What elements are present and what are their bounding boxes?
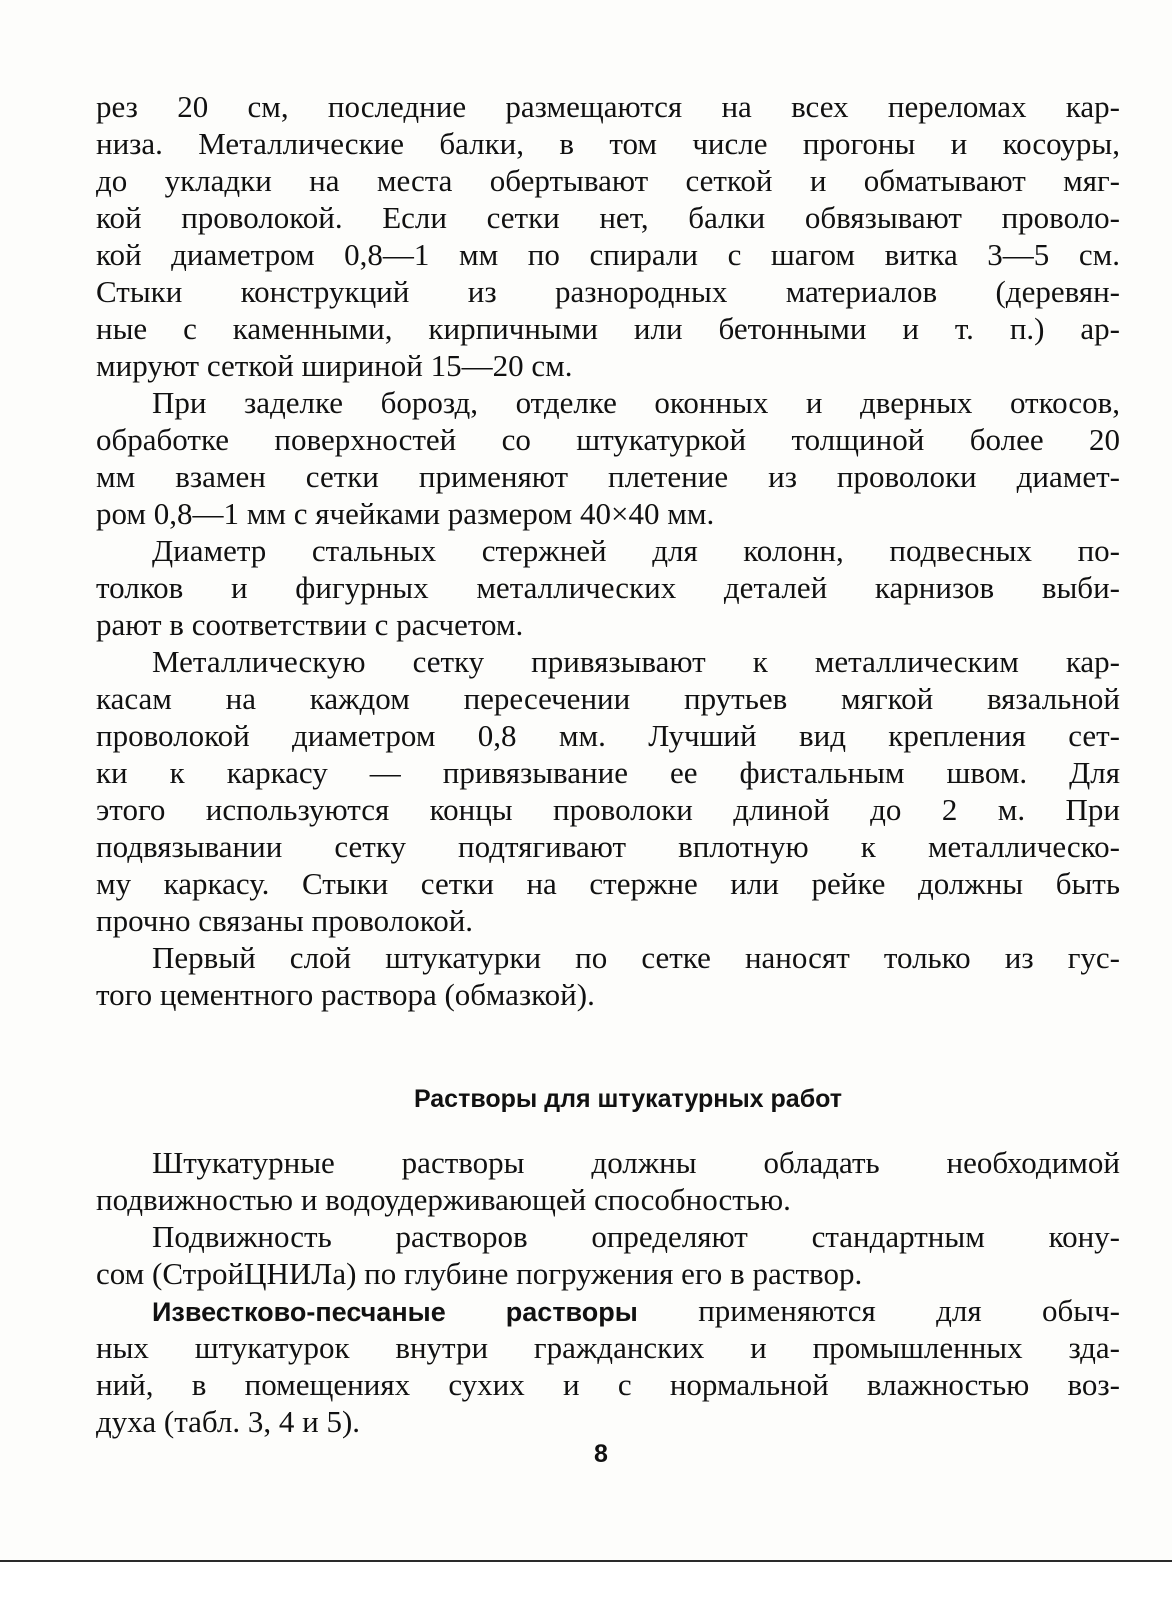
text-line: рают в соответствии с расчетом. [96,607,524,642]
paragraph-1 [96,88,1120,384]
text-line: Первый слой штукатурки по сетке наносят только из гус- [152,940,1120,975]
section-heading: Растворы для штукатурных работ [413,1085,843,1113]
text-line: Диаметр стальных стержней для колонн, подвесных по- [152,533,1120,568]
text-line: до укладки на места обертывают сеткой и обматывают мяг- [96,163,1120,198]
body-text [96,88,1120,1440]
paragraph-6 [96,1144,1120,1218]
text-line: ных штукатурок внутри гражданских и промышленных зда- [96,1330,1120,1365]
scan-border [0,1560,1172,1602]
paragraph-7 [96,1218,1120,1292]
bold-term: Известково-песчаные растворы [152,1297,638,1327]
text-line: этого используются концы проволоки длиной до 2 м. При [96,792,1120,827]
text-line: ний, в помещениях сухих и с нормальной влажностью воз- [96,1367,1120,1402]
text-line: проволокой диаметром 0,8 мм. Лучший вид крепления сет- [96,718,1120,753]
paragraph-4 [96,643,1120,939]
text-line: мируют сеткой шириной 15—20 см. [96,348,573,383]
text-line: Подвижность растворов определяют стандартным кону- [152,1219,1120,1254]
text-line: ром 0,8—1 мм с ячейками размером 40×40 мм. [96,496,715,531]
text-line: рез 20 см, последние размещаются на всех переломах кар- [96,89,1120,124]
text-line [96,1292,1120,1329]
paragraph-2 [96,384,1120,532]
text-line: того цементного раствора (обмазкой). [96,977,595,1012]
paragraph-3 [96,532,1120,643]
text-line: подвижностью и водоудерживающей способностью. [96,1182,791,1217]
text-run: применяются для обыч- [637,1293,1120,1328]
text-line: обработке поверхностей со штукатуркой толщиной более 20 [96,422,1120,457]
text-line: низа. Металлические балки, в том числе прогоны и косоуры, [96,126,1120,161]
text-line: подвязывании сетку подтягивают вплотную к металлическо- [96,829,1120,864]
text-line: кой проволокой. Если сетки нет, балки обвязывают проволо- [96,200,1120,235]
section-spacer [96,1013,1120,1081]
text-line: му каркасу. Стыки сетки на стержне или рейке должны быть [96,866,1120,901]
text-line: прочно связаны проволокой. [96,903,474,938]
text-line: касам на каждом пересечении прутьев мягкой вязальной [96,681,1120,716]
page-number: 8 [594,1440,608,1468]
text-line: ные с каменными, кирпичными или бетонными и т. п.) ар- [96,311,1120,346]
text-line: Штукатурные растворы должны обладать необходимой [152,1145,1120,1180]
text-line: мм взамен сетки применяют плетение из проволоки диамет- [96,459,1120,494]
text-line: кой диаметром 0,8—1 мм по спирали с шагом витка 3—5 см. [96,237,1120,272]
text-line: Металлическую сетку привязывают к металлическим кар- [152,644,1120,679]
text-line: толков и фигурных металлических деталей карнизов выби- [96,570,1120,605]
text-line: духа (табл. 3, 4 и 5). [96,1404,361,1439]
paragraph-8 [96,1292,1120,1440]
text-line: Стыки конструкций из разнородных материалов (деревян- [96,274,1120,309]
text-line: При заделке борозд, отделке оконных и дверных откосов, [152,385,1120,420]
paragraph-5 [96,939,1120,1013]
text-line: ки к каркасу — привязывание ее фистальным швом. Для [96,755,1120,790]
heading-spacer [96,1118,1120,1144]
text-line: сом (СтройЦНИЛа) по глубине погружения его в раствор. [96,1256,863,1291]
